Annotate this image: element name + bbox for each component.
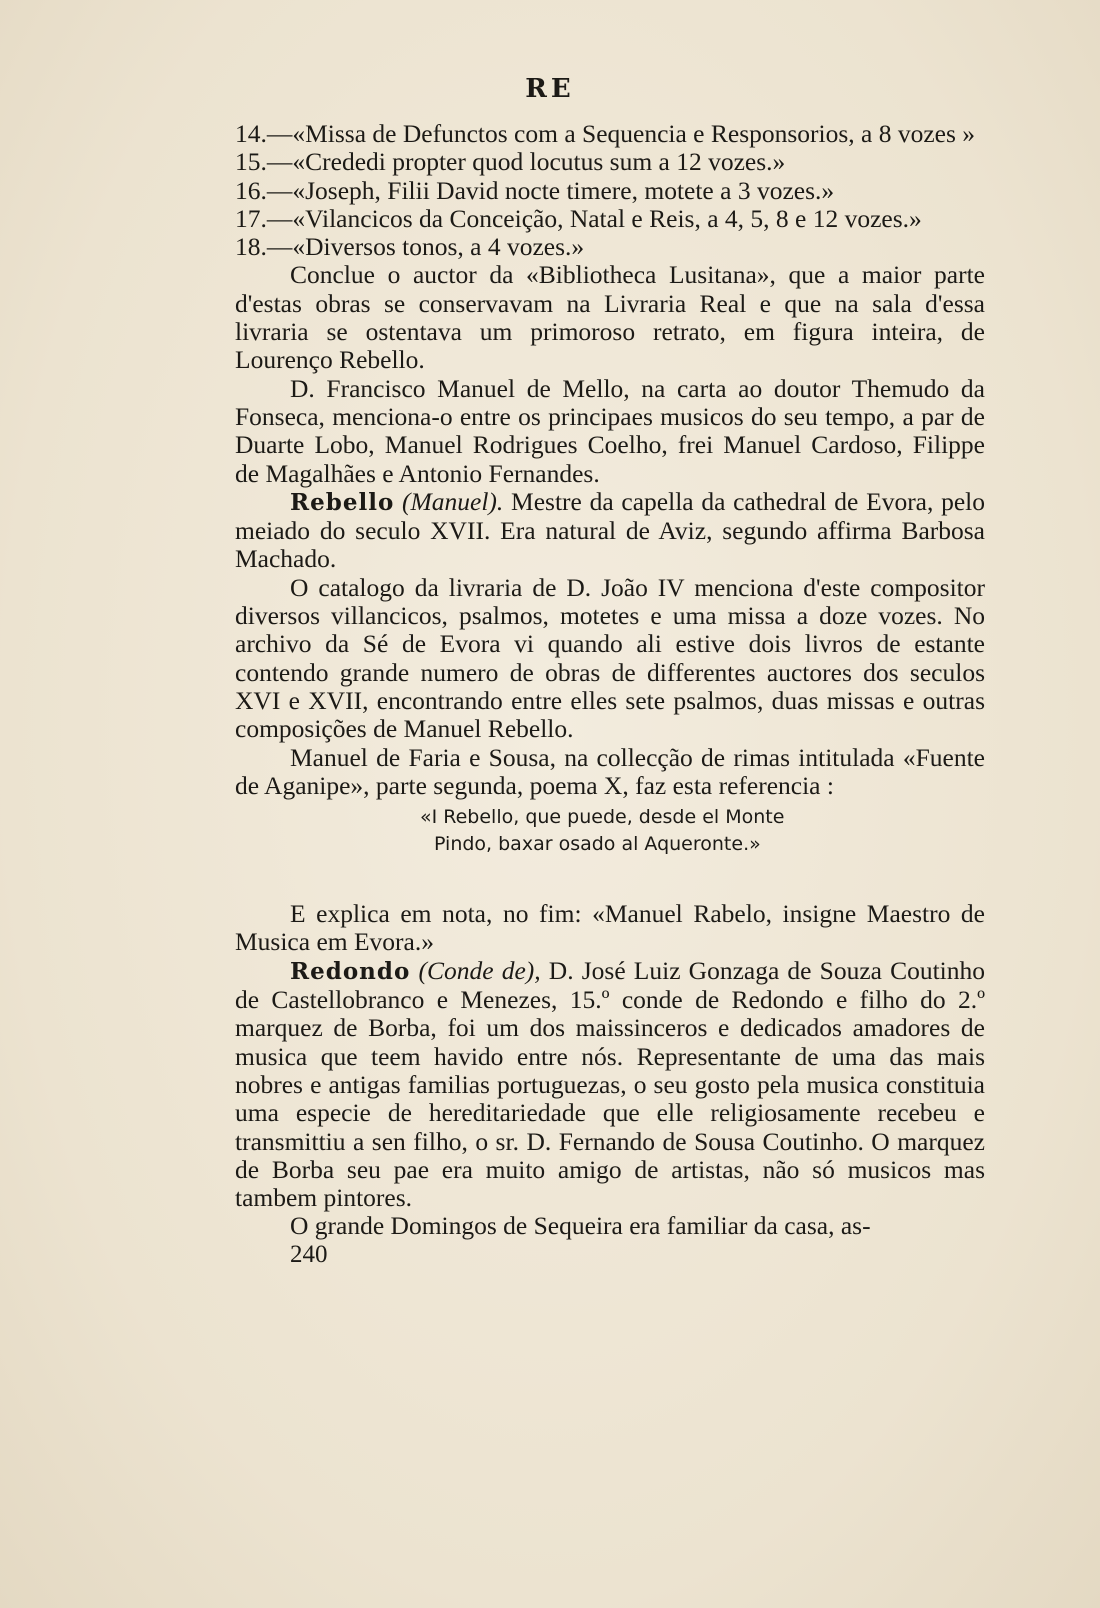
paragraph: D. Francisco Manuel de Mello, na carta ao doutor Themudo da Fonseca, menciona-o entre os principaes musicos do seu tempo, a par de Duarte Lobo, Manuel Rodrigues Coelho, frei Manuel Cardoso, Filippe de Magalhães e Antonio Fernandes. (235, 373, 985, 488)
paragraph: Manuel de Faria e Sousa, na collecção de rimas intitulada «Fuente de Aganipe», parte segunda, poema X, faz esta referencia : (235, 742, 985, 800)
paragraph: E explica em nota, no fim: «Manuel Rabelo, insigne Maestro de Musica em Evora.» (235, 899, 985, 957)
list-item: 16.—«Joseph, Filii David nocte timere, motete a 3 vozes.» (235, 175, 835, 205)
entry-redondo (235, 957, 985, 1213)
entry-heading: Rebello (290, 488, 395, 516)
entry-heading: Redondo (290, 957, 411, 985)
paragraph: Conclue o auctor da «Bibliotheca Lusitana», que a maior parte d'estas obras se conservavam na Livraria Real e que na sala d'essa livraria se ostentava um primoroso retrato, em figura inteira, de Lourenço Rebello. (235, 260, 985, 375)
entry-subheading: (Conde de), (418, 955, 541, 985)
page-number: 240 (290, 1240, 328, 1268)
verse-line: Pindo, baxar osado al Aqueronte.» (434, 833, 761, 856)
paragraph: O catalogo da livraria de D. João IV menciona d'este compositor diversos villancicos, psalmos, motetes e uma missa a doze vozes. No archivo da Sé de Evora vi quando ali estive dois livros de estante contendo grande numero de obras de differentes auctores dos seculos XVI e XVII, encontrando entre elles sete psalmos, duas missas e outras composições de Manuel Rebello. (235, 572, 985, 744)
entry-subheading: (Manuel). (402, 486, 504, 516)
verse-quote (420, 804, 985, 858)
entry-text: D. José Luiz Gonzaga de Souza Coutinho de Castellobranco e Menezes, 15.º conde de Redondo e filho do 2.º marquez de Borba, foi um dos maissinceros e dedicados amadores de musica que teem havido entre nós. Representante de uma das mais nobres e antigas familias portuguezas, o seu gosto pela musica constituia uma especie de hereditariedade que elle religiosamente recebeu e transmittiu a sen filho, o sr. D. Fernando de Sousa Coutinho. O marquez de Borba seu pae era muito amigo de artistas, não só musicos mas tambem pintores. (235, 955, 986, 1213)
entry-rebello (235, 488, 985, 574)
paragraph: O grande Domingos de Sequeira era familiar da casa, as- (290, 1211, 871, 1241)
list-item: 18.—«Diversos tonos, a 4 vozes.» (235, 232, 585, 262)
list-item: 15.—«Crededi propter quod locutus sum a 12 vozes.» (235, 147, 786, 177)
list-item: 14.—«Missa de Defunctos com a Sequencia e Responsorios, a 8 vozes » (235, 119, 976, 148)
entry-text: Mestre da capella da cathedral de Evora, pelo meiado do seculo XVII. Era natural de Aviz, segundo affirma Barbosa Machado. (235, 486, 986, 574)
list-item: 17.—«Vilancicos da Conceição, Natal e Reis, a 4, 5, 8 e 12 vozes.» (235, 203, 922, 233)
running-header: RE (525, 74, 575, 104)
verse-line: «I Rebello, que puede, desde el Monte (420, 806, 785, 829)
page-body (235, 120, 985, 1269)
